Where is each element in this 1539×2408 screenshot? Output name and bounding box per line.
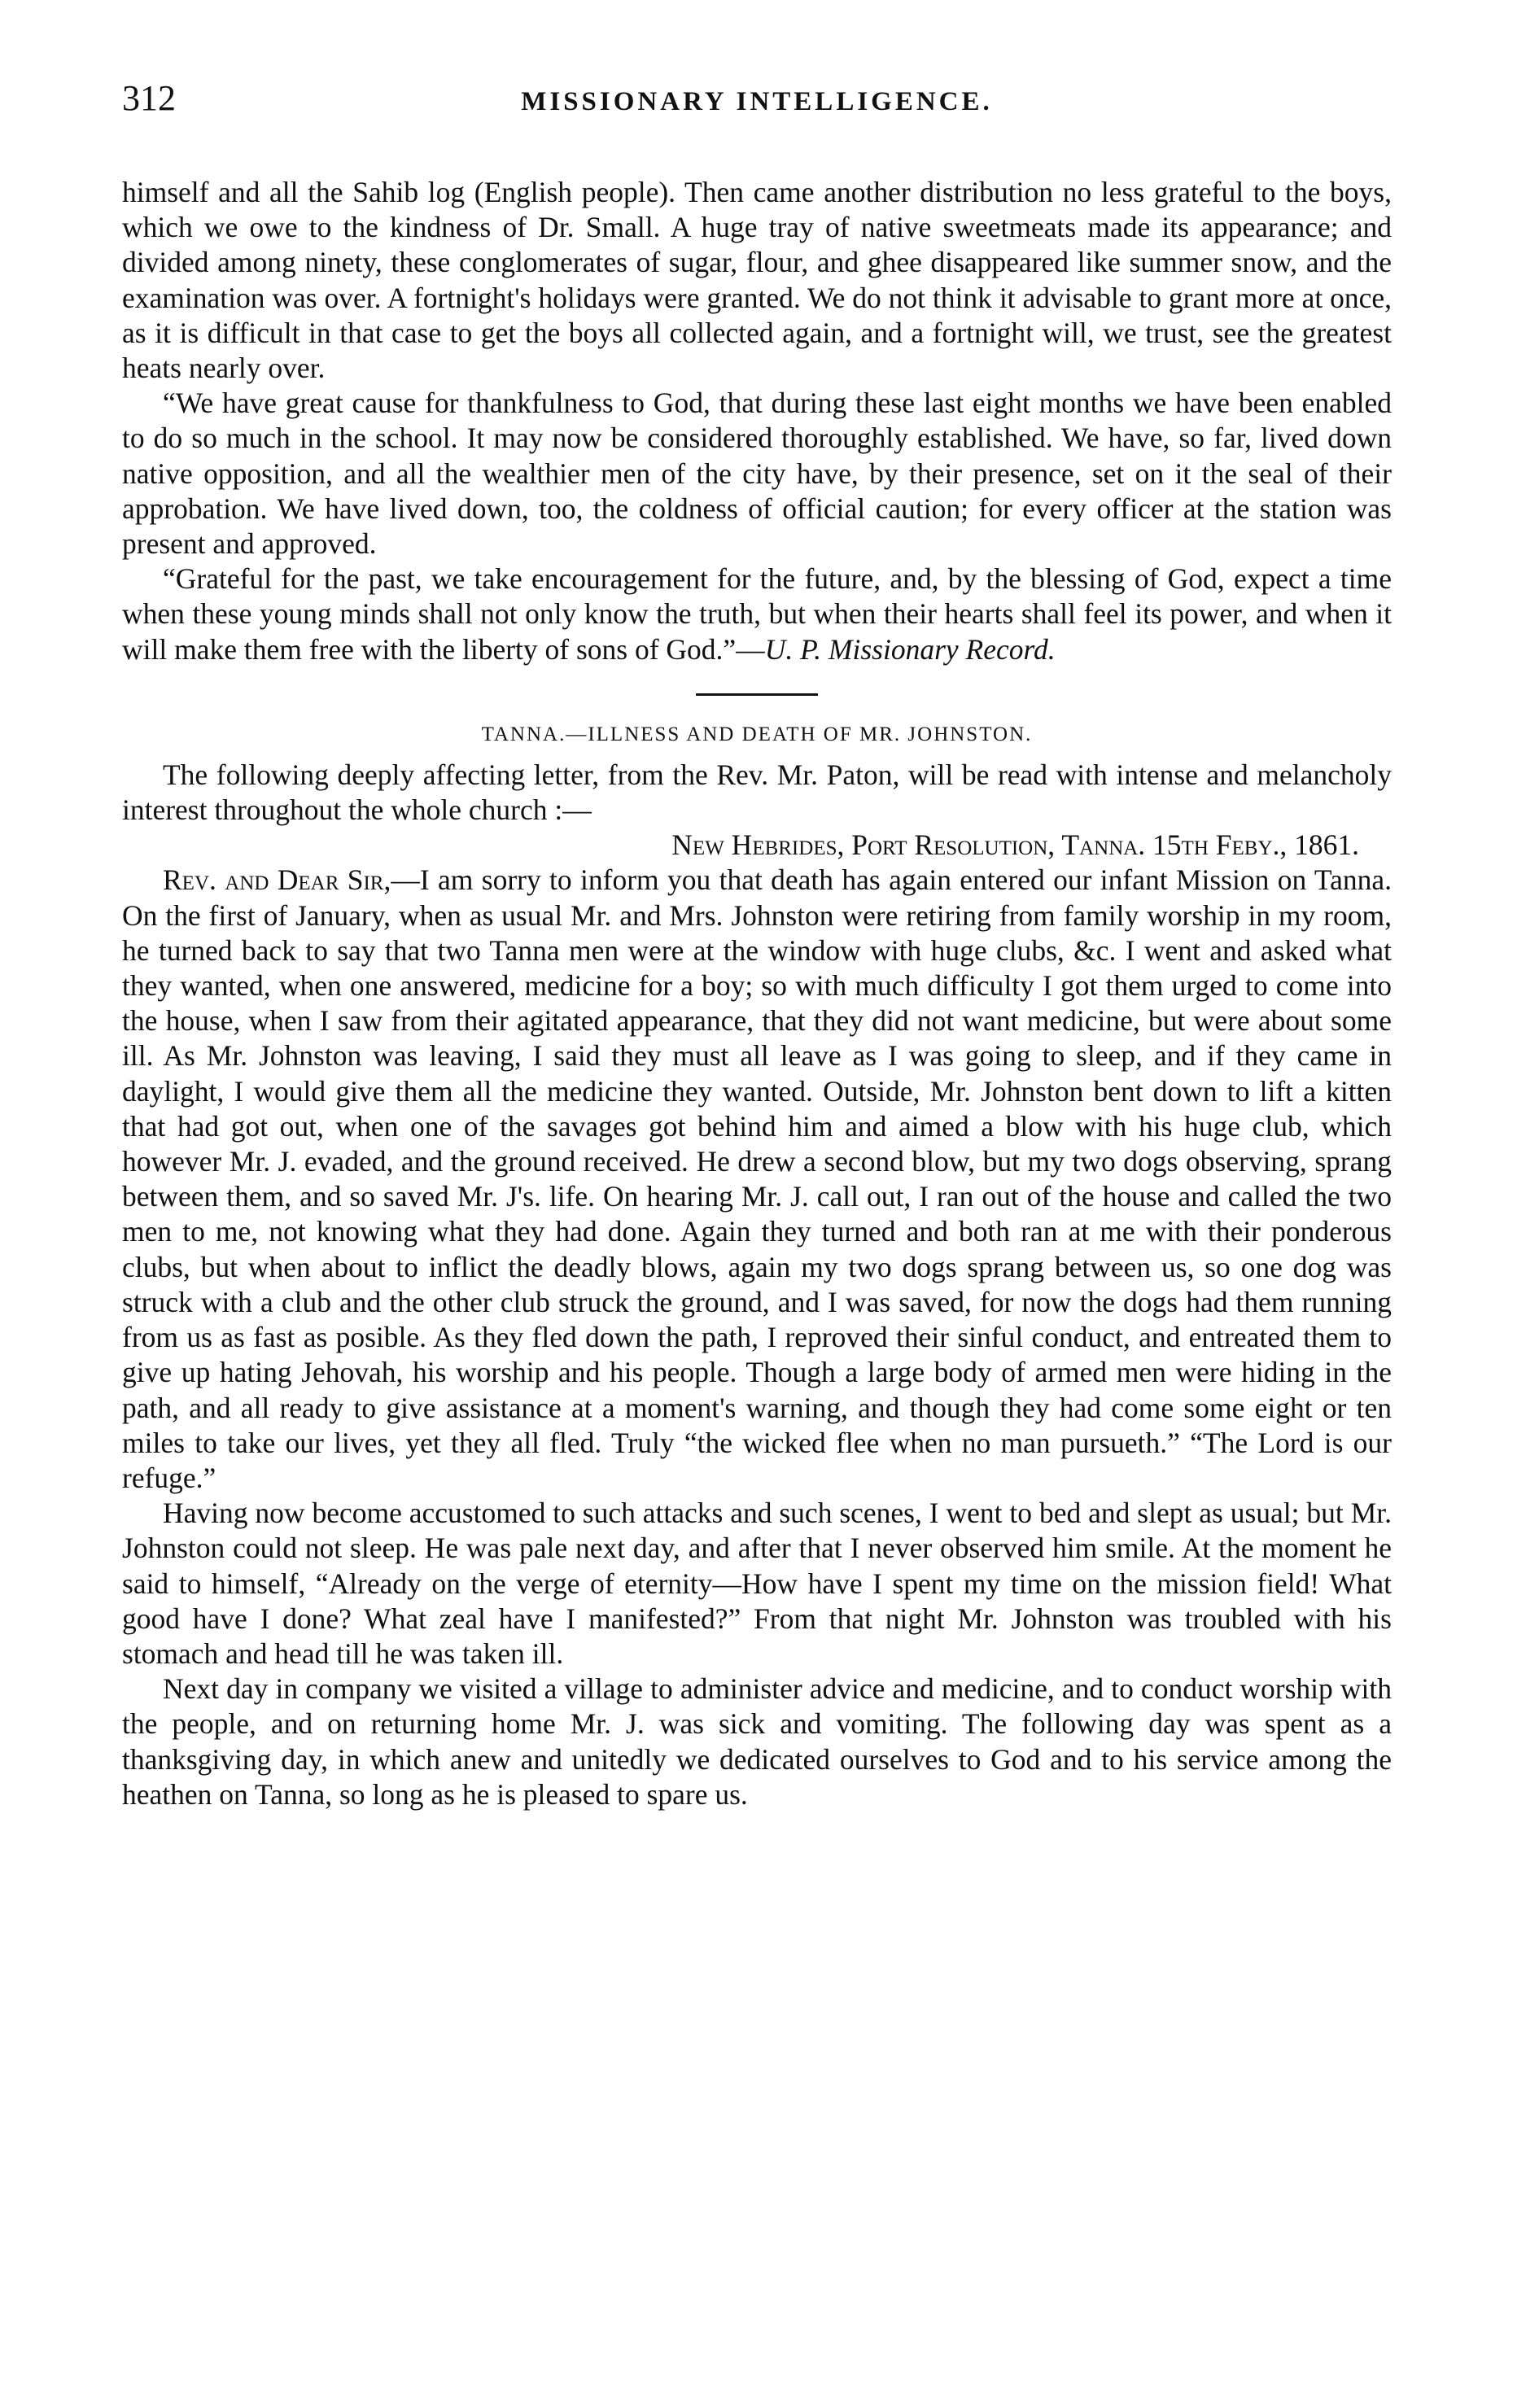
page-header [122, 77, 1392, 142]
source-citation: U. P. Missionary Record. [764, 632, 1056, 666]
top-section [122, 175, 1392, 667]
paragraph: himself and all the Sahib log (English people). Then came another distribution no less grateful to the boys, which we owe to the kindness of Dr. Small. A huge tray of native sweetmeats made its appearance; and divided among ninety, these conglomerates of sugar, flour, and ghee disappeared like summer snow, and the examination was over. A fortnight's holidays were granted. We do not think it advisable to grant more at once, as it is difficult in that case to get the boys all collected again, and a fortnight will, we trust, see the greatest heats nearly over. [122, 176, 1392, 385]
closing-paragraph [122, 562, 1392, 667]
intro-paragraph: The following deeply affecting letter, from the Rev. Mr. Paton, will be read with intense and melancholy interest throughout the whole church :— [122, 758, 1392, 827]
letter-dateline: New Hebrides, Port Resolution, Tanna. 15th Feby., 1861. [671, 828, 1359, 862]
page-number: 312 [122, 78, 176, 118]
letter-paragraph: Having now become accustomed to such attacks and such scenes, I went to bed and slept as usual; but Mr. Johnston could not sleep. He was pale next day, and after that I never observed him smile. At the moment he said to himself, “Already on the verge of eternity—How have I spent my time on the mission field! What good have I done? What zeal have I manifested?” From that night Mr. Johnston was troubled with his stomach and head till he was taken ill. [122, 1497, 1392, 1670]
closing-text: “Grateful for the past, we take encouragement for the future, and, by the blessing of God, expect a time when these young minds shall not only know the truth, but when their hearts shall feel its power, and when it will make them free with the liberty of sons of God.”— [122, 562, 1392, 666]
section-heading: TANNA.—ILLNESS AND DEATH OF MR. JOHNSTON. [481, 723, 1033, 745]
running-head: MISSIONARY INTELLIGENCE. [521, 87, 993, 116]
letter-salutation: Rev. and Dear Sir, [163, 863, 391, 897]
page [122, 77, 1392, 1812]
letter-paragraph: Next day in company we visited a village to administer advice and medicine, and to conduct worship with the people, and on returning home Mr. J. was sick and vomiting. The following day was spent as a thanksgiving day, in which anew and unitedly we dedicated ourselves to God and to his service among the heathen on Tanna, so long as he is pleased to spare us. [122, 1672, 1392, 1811]
letter-text: —I am sorry to inform you that death has again entered our infant Mission on Tanna. On the first of January, when as usual Mr. and Mrs. Johnston were retiring from family worship in my room, he turned back to say that two Tanna men were at the window with huge clubs, &c. I went and asked what they wanted, when one answered, medicine for a boy; so with much difficulty I got them urged to come into the house, when I saw from their agitated appearance, that they did not want medicine, but were about some ill. As Mr. Johnston was leaving, I said they must all leave as I was going to sleep, and if they came in daylight, I would give them all the medicine they wanted. Outside, Mr. Johnston bent down to lift a kitten that had got out, when one of the savages got behind him and aimed a blow with his huge club, which however Mr. J. evaded, and the ground received. He drew a second blow, but my two dogs observing, sprang between them, and so saved Mr. J's. life. On hearing Mr. J. call out, I ran out of the house and called the two men to me, not knowing what they had done. Again they turned and both ran at me with their ponderous clubs, but when about to inflict the deadly blows, again my two dogs sprang between us, so one dog was struck with a club and the other club struck the ground, and I was saved, for now the dogs had them running from us as fast as posible. As they fled down the path, I reproved their sinful conduct, and entreated them to give up hating Jehovah, his worship and his people. Though a large body of armed men were hiding in the path, and all ready to give assistance at a moment's warning, and though they had come some eight or ten miles to take our lives, yet they all fled. Truly “the wicked flee when no man pursueth.” “The Lord is our refuge.” [122, 863, 1393, 1494]
paragraph: “We have great cause for thankfulness to God, that during these last eight months we have been enabled to do so much in the school. It may now be considered thoroughly established. We have, so far, lived down native opposition, and all the wealthier men of the city have, by their presence, set on it the seal of their approbation. We have lived down, too, the coldness of official caution; for every officer at the station was present and approved. [122, 387, 1392, 561]
tanna-section [122, 723, 1392, 1812]
section-divider [696, 693, 818, 696]
letter-paragraph [122, 863, 1392, 1496]
